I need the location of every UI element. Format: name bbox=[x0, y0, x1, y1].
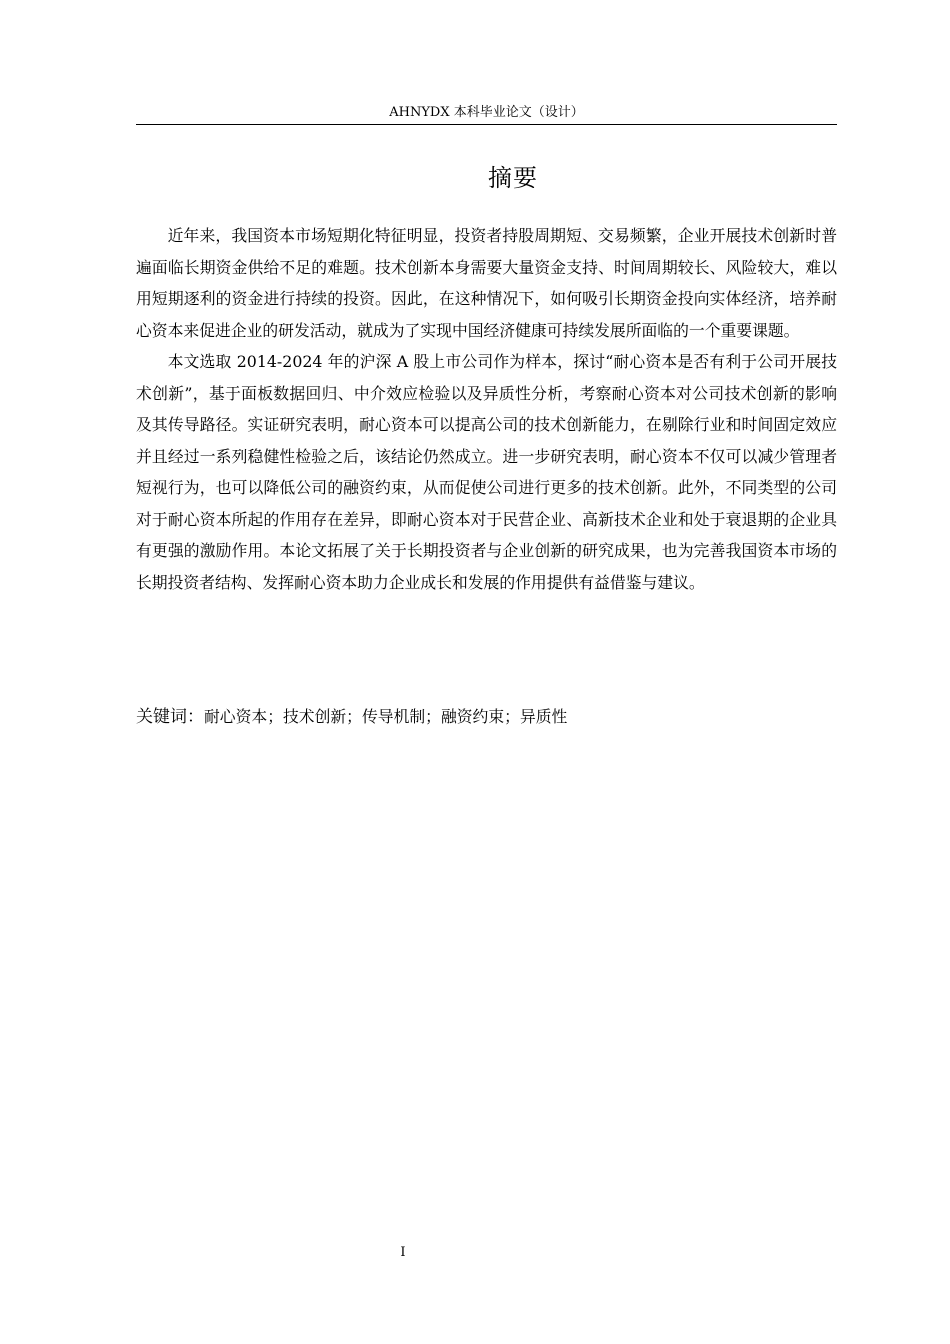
abstract-body bbox=[136, 220, 837, 598]
abstract-paragraph-2: 本文选取 2014-2024 年的沪深 A 股上市公司作为样本，探讨“耐心资本是否有利于公司开展技术创新”，基于面板数据回归、中介效应检验以及异质性分析，考察耐心资本对公司技术创新的影响及其传导路径。实证研究表明，耐心资本可以提高公司的技术创新能力，在剔除行业和时间固定效应并且经过一系列稳健性检验之后，该结论仍然成立。进一步研究表明，耐心资本不仅可以减少管理者短视行为，也可以降低公司的融资约束，从而促使公司进行更多的技术创新。此外，不同类型的公司对于耐心资本所起的作用存在差异，即耐心资本对于民营企业、高新技术企业和处于衰退期的企业具有更强的激励作用。本论文拓展了关于长期投资者与企业创新的研究成果，也为完善我国资本市场的长期投资者结构、发挥耐心资本助力企业成长和发展的作用提供有益借鉴与建议。 bbox=[136, 352, 837, 592]
abstract-title: 摘要 bbox=[488, 164, 538, 192]
keywords-line bbox=[136, 702, 837, 732]
page-number: I bbox=[400, 1245, 406, 1260]
running-header: AHNYDX 本科毕业论文（设计） bbox=[136, 104, 837, 125]
keywords-label: 关键词： bbox=[136, 707, 204, 727]
keywords-list: 耐心资本；技术创新；传导机制；融资约束；异质性 bbox=[204, 707, 568, 726]
abstract-paragraph-1: 近年来，我国资本市场短期化特征明显，投资者持股周期短、交易频繁，企业开展技术创新时普遍面临长期资金供给不足的难题。技术创新本身需要大量资金支持、时间周期较长、风险较大，难以用短期逐利的资金进行持续的投资。因此，在这种情况下，如何吸引长期资金投向实体经济，培养耐心资本来促进企业的研发活动，就成为了实现中国经济健康可持续发展所面临的一个重要课题。 bbox=[136, 226, 837, 340]
